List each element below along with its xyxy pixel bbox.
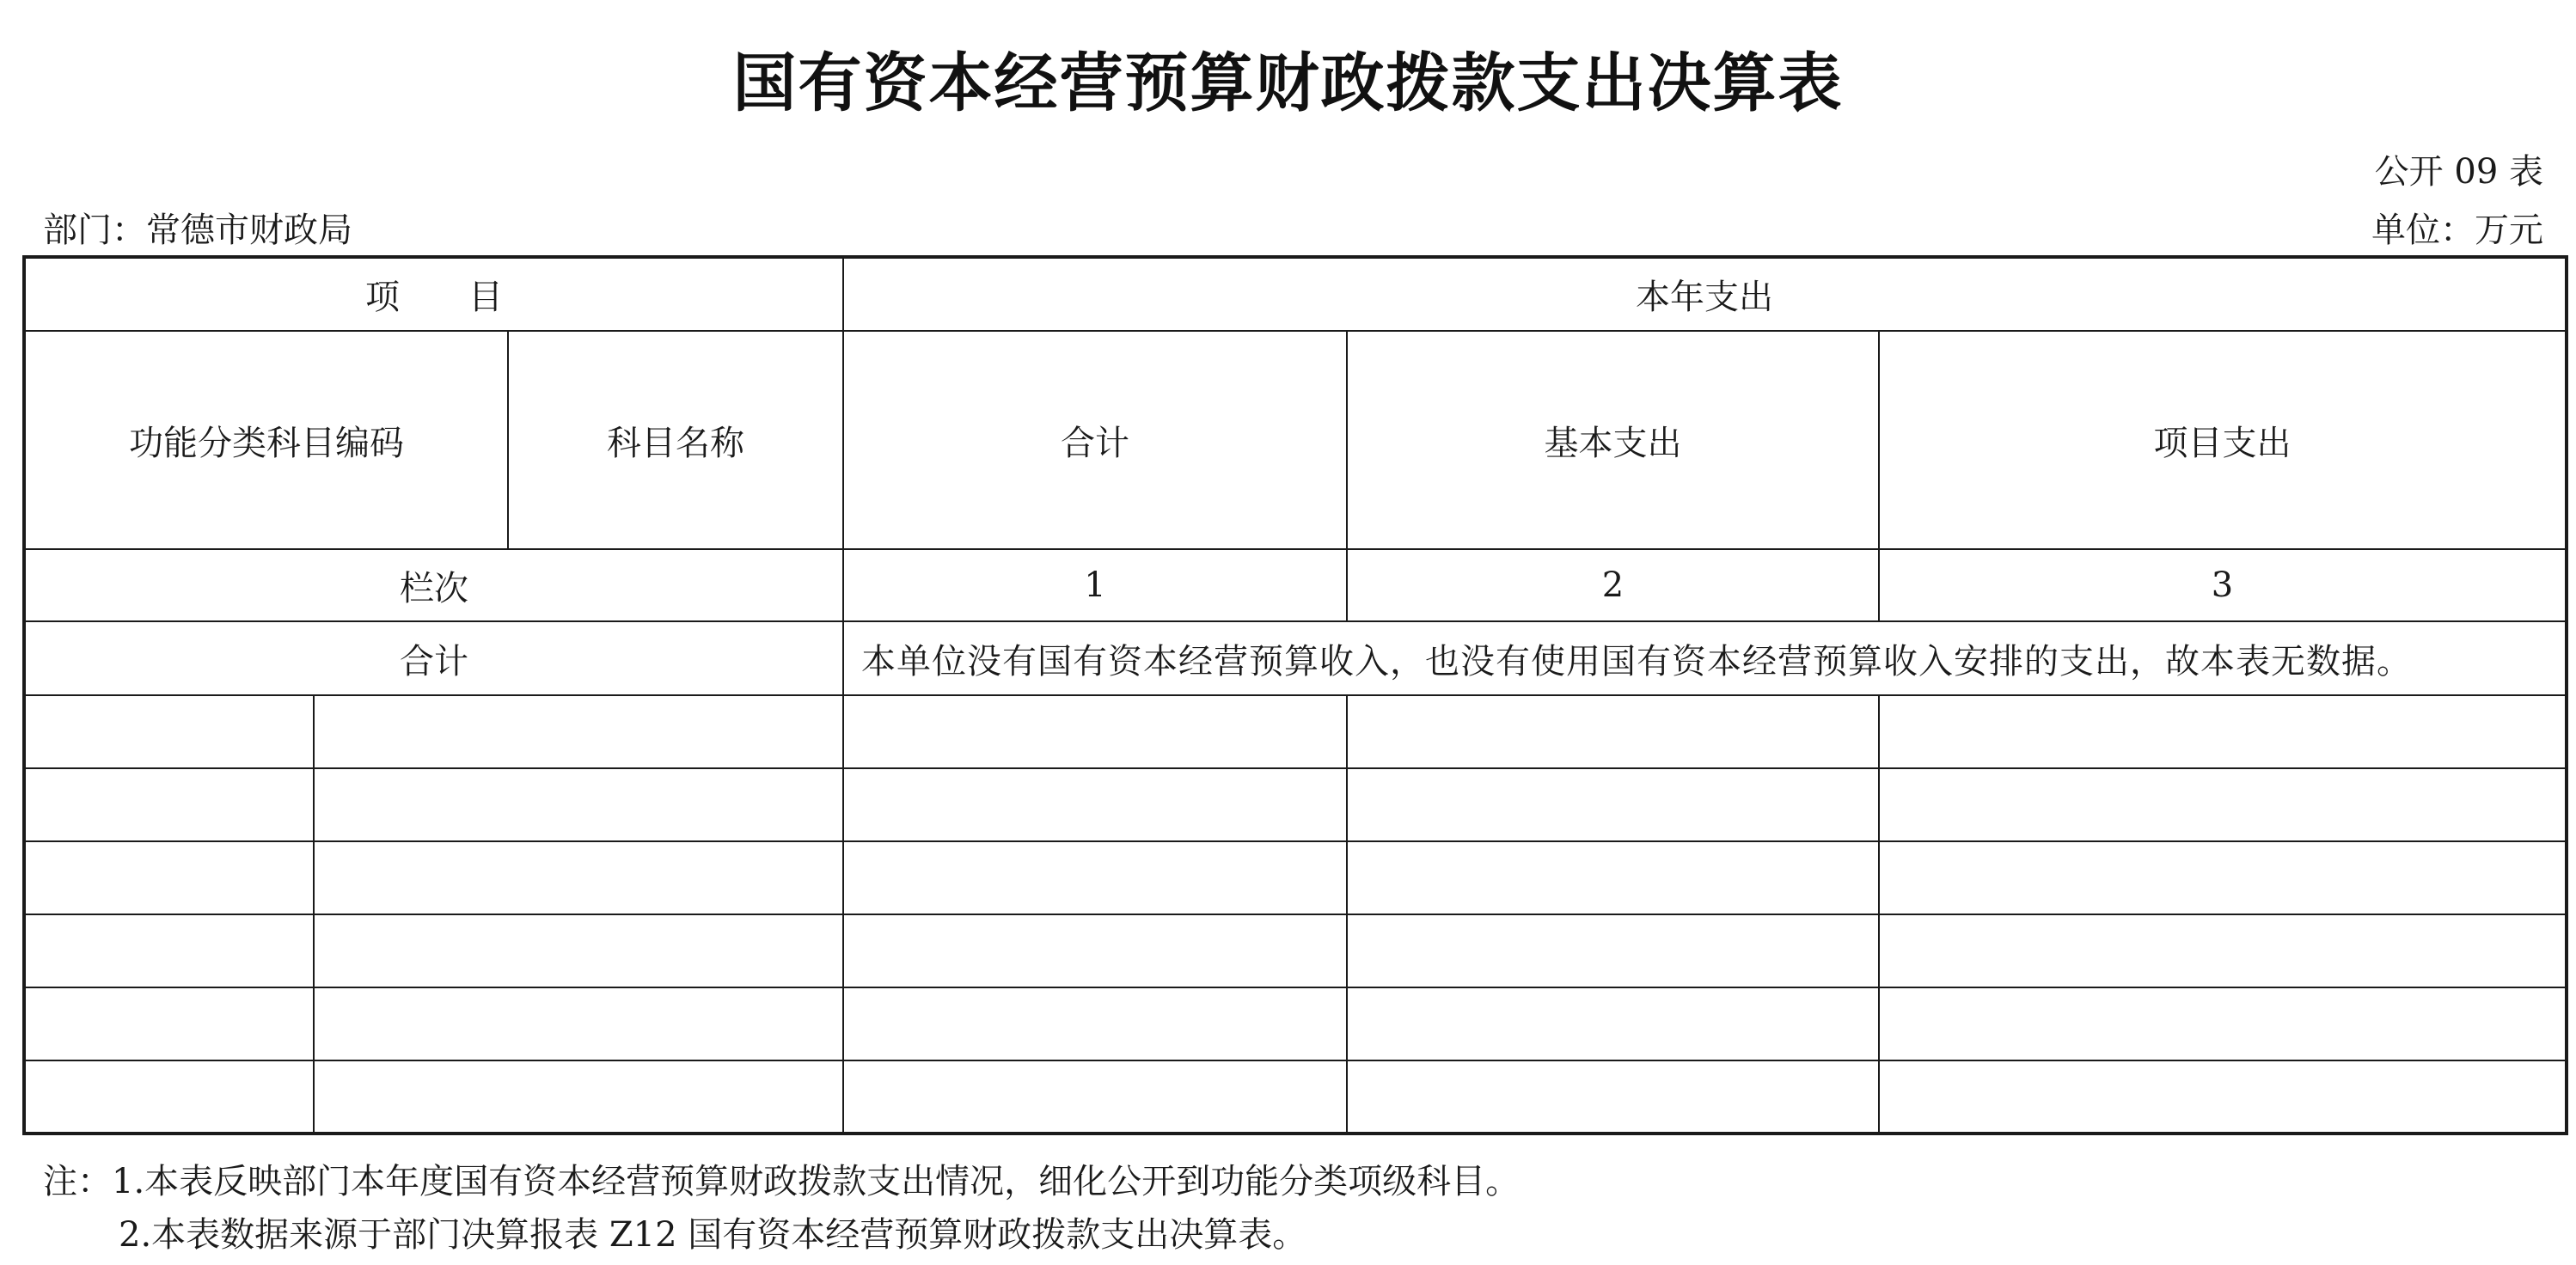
table-cell bbox=[314, 987, 843, 1060]
table-cell bbox=[1347, 914, 1879, 987]
department-label: 部门：常德市财政局 bbox=[43, 211, 352, 250]
table-cell bbox=[1347, 768, 1879, 841]
unit-label: 单位：万元 bbox=[2371, 211, 2543, 250]
no-data-note: 本单位没有国有资本经营预算收入，也没有使用国有资本经营预算收入安排的支出，故本表无数据。 bbox=[843, 621, 2567, 695]
table-cell bbox=[1347, 841, 1879, 914]
col-header-basic: 基本支出 bbox=[1347, 331, 1879, 549]
col-header-total: 合计 bbox=[843, 331, 1347, 549]
table-row bbox=[24, 914, 2567, 987]
table-cell bbox=[843, 987, 1347, 1060]
table-cell bbox=[314, 841, 843, 914]
total-label: 合计 bbox=[24, 621, 843, 695]
table-cell bbox=[1879, 768, 2567, 841]
table-cell bbox=[843, 695, 1347, 768]
col-header-name: 科目名称 bbox=[508, 331, 843, 549]
table-cell bbox=[843, 768, 1347, 841]
form-number: 公开 09 表 bbox=[2374, 152, 2543, 192]
total-row bbox=[24, 621, 2567, 695]
header-current-year: 本年支出 bbox=[843, 257, 2567, 331]
page-title: 国有资本经营预算财政拨款支出决算表 bbox=[732, 46, 1844, 120]
table-cell bbox=[24, 695, 314, 768]
table-cell bbox=[843, 1060, 1347, 1134]
column-number-row bbox=[24, 549, 2567, 621]
column-number-label: 栏次 bbox=[24, 549, 843, 621]
col-header-code: 功能分类科目编码 bbox=[24, 331, 508, 549]
footnote-2: 2.本表数据来源于部门决算报表 Z12 国有资本经营预算财政拨款支出决算表。 bbox=[119, 1215, 1307, 1255]
table-cell bbox=[24, 1060, 314, 1134]
table-row bbox=[24, 987, 2567, 1060]
col-header-project: 项目支出 bbox=[1879, 331, 2567, 549]
column-number-1: 1 bbox=[843, 549, 1347, 621]
table-cell bbox=[843, 914, 1347, 987]
table-cell bbox=[1347, 987, 1879, 1060]
table-header-row bbox=[24, 257, 2567, 331]
table-subheader-row bbox=[24, 331, 2567, 549]
budget-table bbox=[22, 255, 2568, 1135]
column-number-3: 3 bbox=[1879, 549, 2567, 621]
table-cell bbox=[314, 695, 843, 768]
table-cell bbox=[1879, 1060, 2567, 1134]
table-cell bbox=[314, 914, 843, 987]
table-cell bbox=[1879, 841, 2567, 914]
table-cell bbox=[24, 987, 314, 1060]
table-cell bbox=[1879, 914, 2567, 987]
table-cell bbox=[843, 841, 1347, 914]
footnotes bbox=[43, 1155, 1520, 1262]
footnote-1: 注：1.本表反映部门本年度国有资本经营预算财政拨款支出情况，细化公开到功能分类项级科目。 bbox=[43, 1162, 1521, 1201]
table-cell bbox=[1879, 987, 2567, 1060]
table-cell bbox=[24, 841, 314, 914]
table-row bbox=[24, 1060, 2567, 1134]
table-cell bbox=[314, 768, 843, 841]
table-row bbox=[24, 695, 2567, 768]
table-cell bbox=[1347, 695, 1879, 768]
table-cell bbox=[24, 768, 314, 841]
table-cell bbox=[1879, 695, 2567, 768]
column-number-2: 2 bbox=[1347, 549, 1879, 621]
header-item: 项 目 bbox=[24, 257, 843, 331]
table-row bbox=[24, 768, 2567, 841]
table-cell bbox=[24, 914, 314, 987]
table-cell bbox=[314, 1060, 843, 1134]
table-cell bbox=[1347, 1060, 1879, 1134]
table-row bbox=[24, 841, 2567, 914]
